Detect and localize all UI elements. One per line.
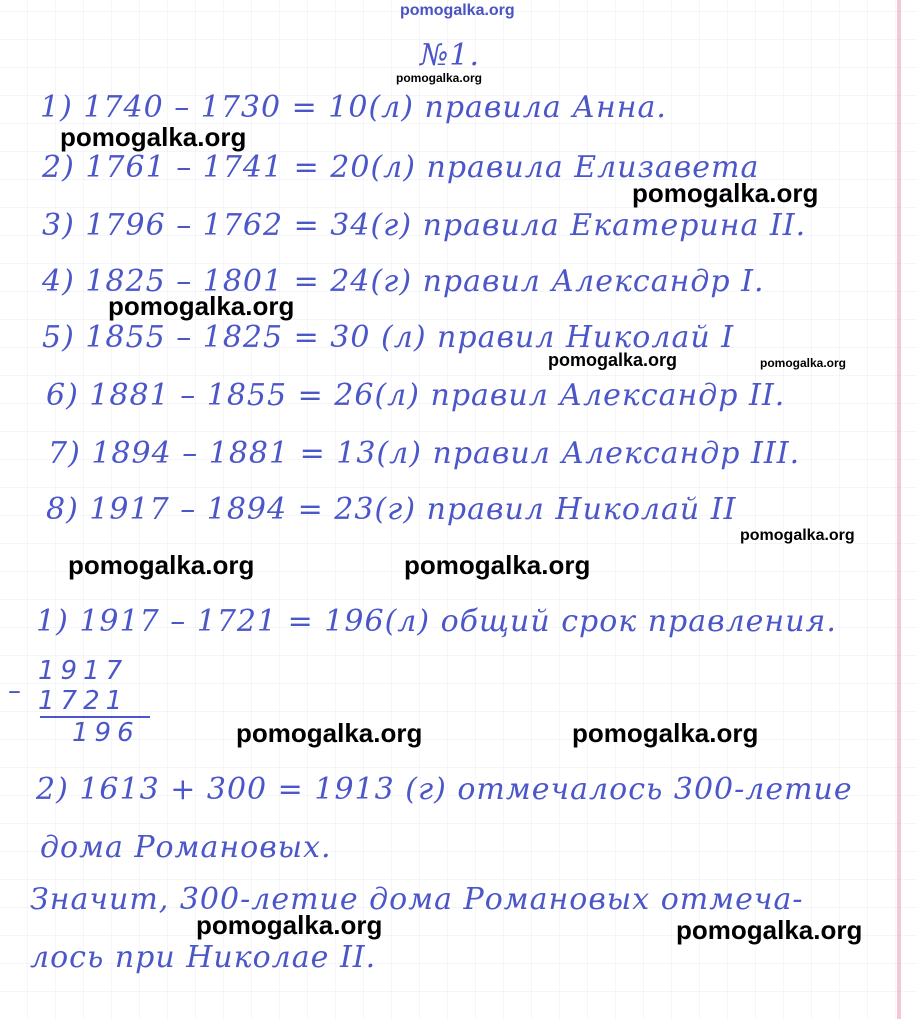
answer-line-7: 7) 1894 – 1881 = 13(л) правил Александр III.: [48, 436, 801, 471]
anniversary-line: 2) 1613 + 300 = 1913 (г) отмечалось 300-летие: [36, 772, 853, 807]
task-number: №1.: [420, 38, 481, 73]
watermark: pomogalka.org: [548, 350, 678, 370]
watermark: pomogalka.org: [196, 910, 383, 940]
watermark: pomogalka.org: [740, 527, 855, 544]
watermark: pomogalka.org: [676, 915, 863, 945]
watermark: pomogalka.org: [236, 718, 423, 748]
watermark: pomogalka.org: [108, 291, 295, 321]
watermark: pomogalka.org: [68, 550, 255, 580]
anniversary-line-cont: дома Романовых.: [40, 830, 332, 865]
answer-line-8: 8) 1917 – 1894 = 23(г) правил Николай II: [46, 492, 737, 527]
watermark: pomogalka.org: [396, 71, 483, 85]
answer-line-2: 2) 1761 – 1741 = 20(л) правила Елизавета: [42, 150, 760, 185]
total-reign-line: 1) 1917 – 1721 = 196(л) общий срок правления.: [36, 604, 837, 639]
answer-line-1: 1) 1740 – 1730 = 10(л) правила Анна.: [40, 90, 667, 125]
watermark: pomogalka.org: [404, 550, 591, 580]
watermark: pomogalka.org: [572, 718, 759, 748]
answer-line-4: 4) 1825 – 1801 = 24(г) правил Александр I.: [42, 264, 765, 299]
conclusion-line-2: лось при Николае II.: [30, 940, 377, 975]
watermark: pomogalka.org: [632, 178, 819, 208]
answer-line-3: 3) 1796 – 1762 = 34(г) правила Екатерина II.: [42, 208, 807, 243]
watermark: pomogalka.org: [760, 356, 847, 370]
subtraction-sign: –: [8, 676, 27, 706]
margin-line: [897, 0, 901, 1019]
watermark: pomogalka.org: [60, 122, 247, 152]
watermark-top: pomogalka.org: [400, 2, 515, 19]
conclusion-line-1: Значит, 300-летие дома Романовых отмеча-: [30, 882, 804, 917]
column-minuend: 1917: [38, 656, 129, 686]
answer-line-6: 6) 1881 – 1855 = 26(л) правил Александр II.: [46, 378, 786, 413]
answer-line-5: 5) 1855 – 1825 = 30 (л) правил Николай I: [42, 320, 735, 355]
column-subtrahend: 1721: [38, 686, 129, 716]
column-result: 196: [72, 718, 140, 748]
